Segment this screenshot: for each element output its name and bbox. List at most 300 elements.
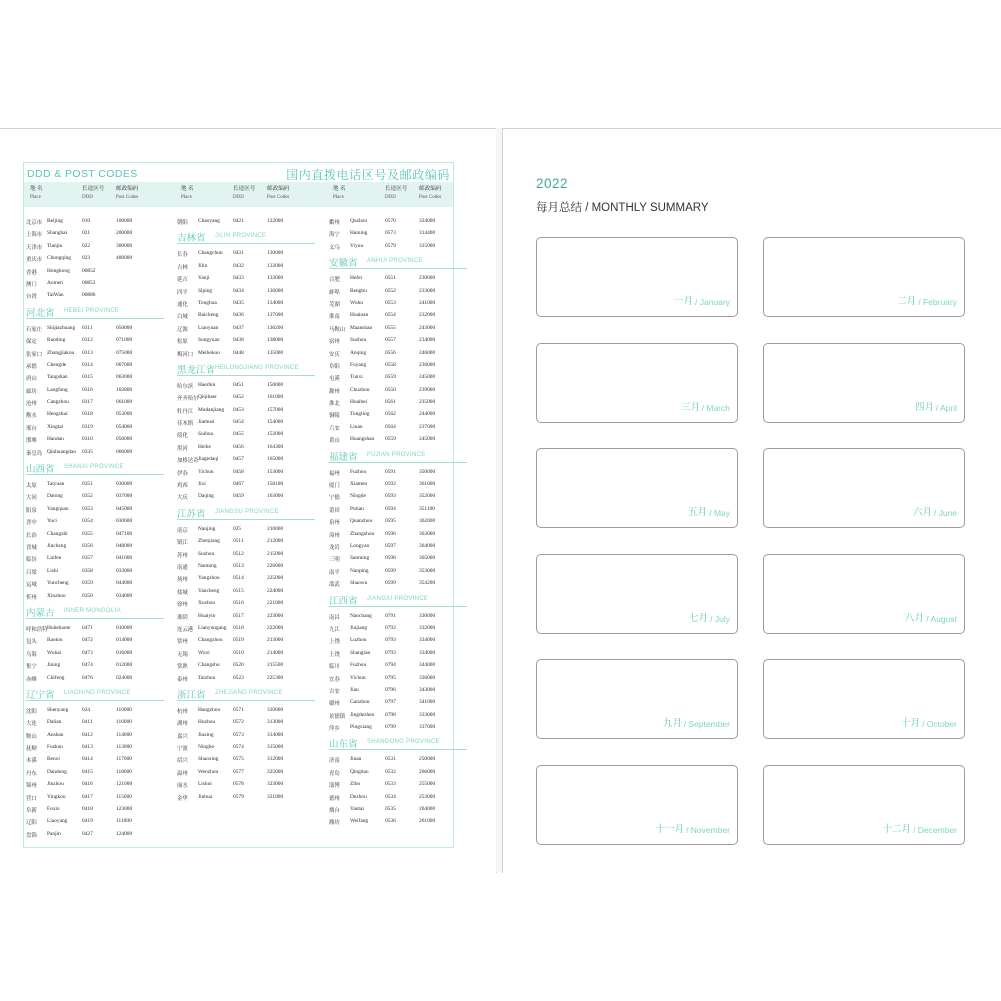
city-ddd: 0335 [82, 448, 93, 455]
city-ddd: 0357 [82, 555, 93, 562]
city-name-en: Shaoxing [198, 756, 219, 763]
city-name-en: Jiaxing [198, 731, 214, 738]
city-name-zh: 上饶 [329, 651, 340, 658]
city-post-code: 136200 [267, 324, 284, 331]
city-row [177, 716, 315, 728]
city-ddd: 0312 [82, 337, 93, 344]
city-ddd: 0356 [82, 542, 93, 549]
city-row [177, 453, 315, 465]
city-row [329, 803, 467, 815]
city-name-en: Fuxin [47, 806, 60, 813]
city-name-zh: 常熟 [177, 664, 188, 671]
city-name-zh: 绍兴 [177, 758, 188, 765]
city-name-zh: 合肥 [329, 277, 340, 284]
city-name-zh: 邯郸 [26, 438, 37, 445]
city-row [26, 503, 164, 515]
city-row [26, 716, 164, 728]
city-row [329, 309, 467, 321]
city-post-code: 266000 [419, 768, 436, 775]
city-name-zh: 蚌埠 [329, 289, 340, 296]
city-name-en: Hefei [350, 275, 362, 282]
province-heading [329, 446, 467, 463]
city-post-code: 314400 [419, 230, 436, 237]
city-name-zh: 黄山 [329, 438, 340, 445]
month-name-zh: 十二月 [882, 823, 911, 835]
city-name-en: Wenzhou [198, 768, 219, 775]
city-name-zh: 包头 [26, 639, 37, 646]
city-name-en: Chaoyang [198, 218, 220, 224]
city-name-en: Huzhou [198, 719, 216, 726]
city-post-code: 225300 [267, 674, 284, 681]
city-name-en: Tangshan [47, 374, 68, 381]
city-name-zh: 淮北 [329, 401, 340, 408]
directory-title-zh: 国内直拨电话区号及邮政编码 [286, 168, 450, 182]
province-heading [26, 302, 164, 319]
city-row [177, 260, 315, 272]
city-row [26, 622, 164, 634]
city-name-en: Anshan [47, 731, 64, 738]
city-name-zh: 通化 [177, 301, 188, 308]
city-row [177, 597, 315, 609]
city-name-zh: 晋中 [26, 520, 37, 527]
month-name-en: / February [918, 297, 957, 307]
city-name-zh: 苏州 [177, 552, 188, 559]
city-name-en: Fushun [47, 744, 63, 751]
city-name-zh: 马鞍山 [329, 326, 346, 333]
city-post-code: 075000 [116, 349, 133, 356]
city-post-code: 063000 [116, 374, 133, 381]
city-row [177, 247, 315, 259]
city-row [329, 408, 467, 420]
city-ddd: 0559 [385, 436, 396, 443]
city-post-code: 222000 [267, 624, 284, 631]
city-name-zh: 台湾 [26, 294, 37, 301]
city-row [26, 408, 164, 420]
city-name-en: Datong [47, 493, 63, 500]
city-ddd: 0796 [385, 686, 396, 693]
city-name-en: Jiujiang [350, 624, 368, 631]
city-name-en: Zhenjiang [198, 538, 220, 545]
city-post-code: 030000 [116, 481, 133, 488]
city-row [26, 252, 164, 264]
column-header [329, 182, 467, 207]
city-post-code: 239000 [419, 386, 436, 393]
city-post-code: 115000 [116, 793, 132, 800]
city-name-zh: 白城 [177, 314, 188, 321]
city-name-en: Lishi [47, 567, 59, 574]
city-name-en: Aomen [47, 279, 63, 286]
city-name-en: Qiqihaer [198, 394, 217, 401]
city-name-zh: 金华 [177, 795, 188, 802]
city-ddd: 0353 [82, 505, 93, 512]
city-ddd: 0419 [82, 818, 93, 825]
city-ddd: 0551 [385, 275, 396, 282]
province-name-en: FUJIAN PROVINCE [367, 451, 426, 458]
city-row [329, 622, 467, 634]
city-ddd: 0795 [385, 674, 396, 681]
city-name-zh: 秦皇岛 [26, 450, 43, 457]
province-name-en: JIANGXI PROVINCE [367, 595, 429, 602]
city-row [177, 672, 315, 684]
city-name-en: Langfang [47, 386, 68, 393]
city-row [329, 322, 467, 334]
city-name-zh: 绥化 [177, 433, 188, 440]
month-box[interactable] [536, 343, 738, 423]
city-name-zh: 扬州 [177, 577, 188, 584]
city-name-zh: 四平 [177, 289, 188, 296]
city-name-en: Haerbin [198, 381, 216, 388]
city-post-code: 341000 [419, 699, 436, 706]
city-post-code: 014000 [116, 637, 133, 644]
city-ddd: 0517 [233, 612, 244, 619]
month-box[interactable] [763, 343, 965, 423]
directory-column-2 [177, 182, 315, 803]
month-box[interactable] [536, 237, 738, 317]
province-heading [177, 684, 315, 701]
city-name-zh: 锦州 [26, 783, 37, 790]
city-ddd: 0315 [82, 374, 93, 381]
city-post-code: 123000 [116, 806, 133, 813]
month-box[interactable] [763, 554, 965, 634]
city-name-en: Chuzhou [350, 386, 370, 393]
city-ddd: 0531 [385, 756, 396, 763]
city-name-en: Cangzhou [47, 399, 69, 406]
city-post-code: 313000 [267, 719, 284, 726]
city-row [26, 515, 164, 527]
month-box[interactable] [536, 554, 738, 634]
city-ddd: 0351 [82, 481, 93, 488]
city-row [177, 272, 315, 284]
city-ddd: 0431 [233, 250, 244, 257]
column-rows [177, 207, 315, 803]
month-box[interactable] [763, 448, 965, 528]
city-row [26, 828, 164, 840]
city-post-code: 154000 [267, 419, 284, 426]
city-ddd: 0596 [385, 530, 396, 537]
month-name-en: / December [913, 824, 957, 835]
month-box[interactable] [536, 448, 738, 528]
city-row [329, 672, 467, 684]
city-row [177, 585, 315, 597]
header-place-en: Place [30, 195, 41, 200]
city-row [26, 322, 164, 334]
city-name-zh: 南平 [329, 569, 340, 576]
city-ddd: 0793 [385, 637, 396, 644]
city-name-en: Chongqing [47, 255, 71, 262]
city-name-zh: 镇江 [177, 540, 188, 547]
month-name-zh: 四月 [914, 401, 934, 413]
city-row [26, 647, 164, 659]
city-name-en: Ningbo [198, 744, 215, 751]
city-post-code: 215000 [267, 550, 284, 557]
city-post-code: 041000 [116, 555, 133, 562]
city-post-code: 045000 [116, 505, 133, 512]
city-post-code: 333000 [419, 711, 436, 718]
city-ddd: 0593 [385, 493, 396, 500]
city-row [329, 215, 467, 227]
city-ddd: 0427 [82, 830, 93, 837]
city-name-zh: 常州 [177, 639, 188, 646]
month-name-en: / January [695, 297, 730, 307]
city-row [177, 297, 315, 309]
city-row [26, 672, 164, 684]
city-row [329, 503, 467, 515]
city-post-code: 214000 [267, 649, 284, 656]
city-name-en: Songyuan [198, 337, 220, 344]
city-ddd: 0416 [82, 781, 93, 788]
month-name-zh: 八月 [904, 612, 924, 624]
month-box[interactable] [763, 765, 965, 845]
city-name-en: Meihekou [198, 349, 220, 356]
month-box[interactable] [763, 237, 965, 317]
city-post-code: 056000 [116, 436, 133, 443]
city-name-en: Anqing [350, 349, 367, 356]
city-name-en: Fuzhou [350, 662, 367, 669]
city-name-en: Jingdezhen [350, 711, 375, 718]
city-ddd: 0435 [233, 299, 244, 306]
city-name-zh: 澳门 [26, 281, 37, 288]
column-header [177, 182, 315, 207]
city-post-code: 133000 [267, 275, 284, 282]
city-name-en: Yichun [350, 674, 366, 681]
city-ddd: 0421 [233, 218, 244, 224]
city-ddd: 0467 [233, 481, 244, 488]
city-row [26, 552, 164, 564]
city-name-zh: 阜阳 [329, 363, 340, 370]
city-name-en: Jinzhou [47, 781, 64, 788]
city-name-zh: 南通 [177, 564, 188, 571]
city-name-en: Wuhu [350, 299, 363, 306]
city-name-en: Jining [47, 662, 61, 669]
city-name-en: Chengde [47, 361, 67, 368]
city-ddd: 0471 [82, 624, 93, 631]
city-post-code: 234000 [419, 337, 436, 344]
city-name-en: Taizhou [198, 674, 216, 681]
city-ddd: 0519 [233, 637, 244, 644]
city-ddd: 0516 [233, 600, 244, 607]
city-post-code: 310000 [267, 706, 284, 713]
city-name-zh: 大同 [26, 495, 37, 502]
month-name-en: / June [933, 508, 957, 518]
province-heading [329, 252, 467, 269]
province-heading [26, 684, 164, 701]
city-name-zh: 淄博 [329, 783, 340, 790]
city-name-en: Liaoyuan [198, 324, 219, 331]
city-post-code: 134000 [267, 299, 284, 306]
city-name-en: Huaibei [350, 399, 368, 406]
city-row [329, 634, 467, 646]
city-post-code: 135000 [267, 349, 284, 356]
city-name-en: Handan [47, 436, 64, 443]
city-ddd: 0511 [233, 538, 244, 545]
city-post-code: 024000 [116, 674, 133, 681]
city-row [26, 741, 164, 753]
city-ddd: 0350 [82, 592, 93, 599]
city-ddd: 0536 [385, 818, 396, 825]
month-box[interactable] [536, 765, 738, 845]
city-name-en: Jixi [198, 481, 206, 488]
city-row [329, 659, 467, 671]
city-ddd: 0575 [233, 756, 244, 763]
month-box[interactable] [536, 659, 738, 739]
city-row [26, 478, 164, 490]
city-post-code: 122000 [267, 218, 284, 224]
city-row [329, 272, 467, 284]
city-name-zh: 石家庄 [26, 326, 43, 333]
city-name-en: Yuncheng [47, 580, 69, 587]
city-post-code: 314000 [267, 731, 284, 738]
city-post-code: 315000 [267, 744, 284, 751]
city-row [177, 560, 315, 572]
header-ddd: 长途区号 [82, 186, 105, 192]
city-row [329, 285, 467, 297]
city-post-code: 244000 [419, 411, 436, 418]
city-row [177, 535, 315, 547]
month-name-en: / July [710, 613, 730, 624]
city-post-code: 110000 [116, 706, 132, 713]
city-name-zh: 南昌 [329, 614, 340, 621]
month-name-en: / August [926, 613, 957, 624]
header-ddd-en: DDD [82, 195, 93, 200]
city-post-code: 334000 [419, 649, 436, 656]
city-row [177, 466, 315, 478]
city-row [177, 729, 315, 741]
city-name-zh: 松原 [177, 339, 188, 346]
city-ddd: 0510 [233, 649, 244, 656]
city-name-zh: 屯溪 [329, 376, 340, 383]
city-row [329, 684, 467, 696]
city-name-zh: 邵武 [329, 582, 340, 589]
city-ddd: 0532 [385, 768, 396, 775]
city-row [177, 322, 315, 334]
city-name-zh: 辽阳 [26, 820, 37, 827]
city-row [26, 371, 164, 383]
city-name-zh: 长治 [26, 532, 37, 539]
city-post-code: 124000 [116, 830, 133, 837]
city-post-code: 048000 [116, 542, 133, 549]
city-post-code: 136000 [267, 287, 284, 294]
city-ddd: 0432 [233, 262, 244, 269]
header-ddd-en: DDD [233, 195, 244, 200]
city-row [177, 215, 315, 227]
header-place: 地 名 [181, 186, 194, 192]
city-name-en: Wuxi [198, 649, 210, 656]
city-ddd: 0513 [233, 562, 244, 569]
province-name-zh: 江西省 [329, 595, 358, 607]
city-name-en: Xinzhou [47, 592, 66, 599]
province-name-en: LIAONING PROVINCE [64, 689, 131, 696]
city-name-en: Xingtai [47, 423, 64, 430]
city-name-en: Daqing [198, 493, 214, 500]
city-name-zh: 阳泉 [26, 507, 37, 514]
city-name-zh: 牡丹江 [177, 408, 194, 415]
city-row [329, 552, 467, 564]
city-post-code: 332000 [419, 624, 436, 631]
city-name-en: Nantong [198, 562, 217, 569]
city-post-code: 224000 [267, 587, 284, 594]
city-name-zh: 铜陵 [329, 413, 340, 420]
city-name-en: Jiagedaqi [198, 456, 219, 463]
city-ddd: 021 [82, 230, 91, 237]
city-name-en: Benxi [47, 756, 60, 763]
city-post-code: 153000 [267, 468, 284, 475]
city-name-zh: 黑河 [177, 445, 188, 452]
city-name-zh: 泰州 [177, 676, 188, 683]
city-name-en: Hengshui [47, 411, 68, 418]
city-row [329, 240, 467, 252]
month-name-zh: 六月 [912, 507, 932, 518]
city-name-en: Zhangzhou [350, 530, 375, 537]
month-box[interactable] [763, 659, 965, 739]
header-ddd: 长途区号 [385, 186, 408, 192]
city-name-en: Putian [350, 505, 364, 512]
city-post-code: 343000 [419, 686, 436, 693]
city-ddd: 0313 [82, 349, 93, 356]
header-post: 邮政编码 [116, 186, 139, 192]
city-name-en: Hongkong [47, 267, 70, 274]
city-ddd: 0451 [233, 381, 244, 388]
city-post-code: 344000 [419, 662, 436, 669]
city-name-zh: 齐齐哈尔 [177, 396, 199, 403]
city-post-code: 337000 [419, 724, 436, 731]
city-ddd: 0354 [82, 518, 93, 525]
city-name-zh: 吉安 [329, 688, 340, 695]
city-post-code: 102800 [116, 386, 133, 393]
city-name-zh: 辽源 [177, 326, 188, 333]
city-row [329, 347, 467, 359]
city-name-en: Ganzhou [350, 699, 370, 706]
city-name-zh: 沈阳 [26, 708, 37, 715]
city-row [26, 359, 164, 371]
city-row [329, 297, 467, 309]
city-name-zh: 大连 [26, 721, 37, 728]
month-name-en: / April [935, 402, 957, 413]
province-heading [329, 590, 467, 607]
city-name-en: Huaiyin [198, 612, 216, 619]
city-name-zh: 安庆 [329, 351, 340, 358]
city-ddd: 0562 [385, 411, 396, 418]
city-post-code: 116000 [116, 719, 132, 726]
city-name-zh: 运城 [26, 582, 37, 589]
city-name-zh: 承德 [26, 363, 37, 370]
city-name-zh: 营口 [26, 795, 37, 802]
city-name-zh: 龙岩 [329, 544, 340, 551]
city-ddd: 0417 [82, 793, 93, 800]
city-post-code: 237000 [419, 423, 436, 430]
city-name-zh: 潍坊 [329, 820, 340, 827]
province-name-en: JIANGSU PROVINCE [215, 508, 279, 515]
city-row [329, 721, 467, 733]
city-ddd: 024 [82, 706, 91, 713]
city-ddd: 0436 [233, 312, 244, 319]
city-name-en: Jincheng [47, 542, 67, 549]
city-ddd: 0534 [385, 793, 396, 800]
city-name-en: Panjin [47, 830, 61, 837]
city-name-en: Tonghua [198, 299, 217, 306]
city-ddd: 0453 [233, 406, 244, 413]
city-ddd: 0573 [233, 731, 244, 738]
city-ddd: 0599 [385, 567, 396, 574]
city-name-en: Liuan [350, 423, 363, 430]
city-ddd: 0578 [233, 781, 244, 788]
city-row [177, 572, 315, 584]
city-row [26, 791, 164, 803]
city-name-zh: 重庆市 [26, 257, 43, 264]
city-ddd: 00852 [82, 267, 96, 274]
province-heading [177, 503, 315, 520]
header-post: 邮政编码 [419, 186, 442, 192]
city-post-code: 210000 [267, 525, 284, 532]
